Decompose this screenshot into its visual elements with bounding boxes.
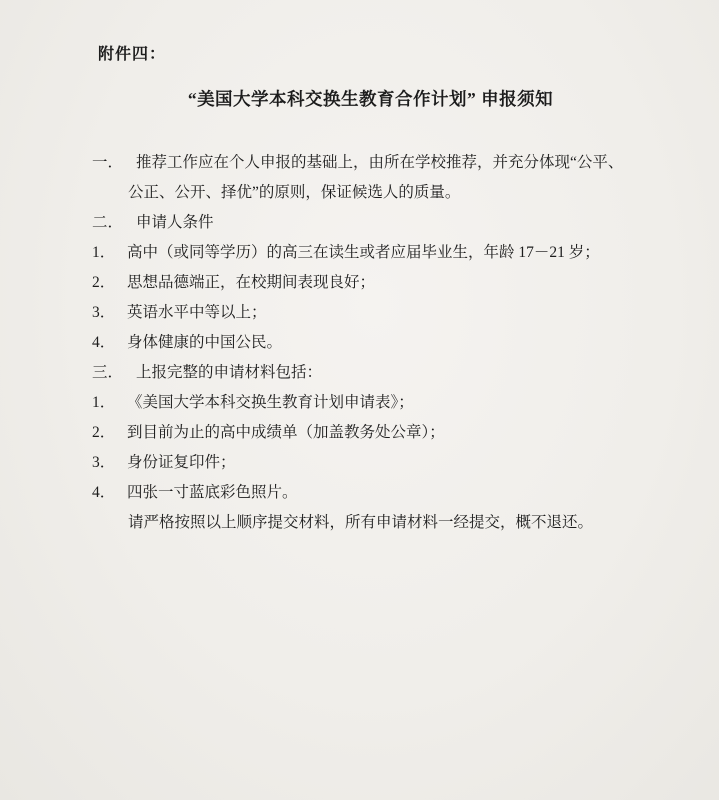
item-text: 身份证复印件； bbox=[127, 454, 236, 471]
sub-item-2-3 bbox=[92, 302, 702, 332]
item-text: 高中（或同等学历）的高三在读生或者应届毕业生，年龄 17－21 岁； bbox=[127, 244, 600, 261]
closing-note bbox=[92, 512, 702, 542]
item-marker: 一． bbox=[92, 154, 124, 171]
item-text: 推荐工作应在个人申报的基础上，由所在学校推荐，并充分体现“公平、 bbox=[136, 154, 624, 171]
item-marker: 1． bbox=[92, 244, 116, 261]
item-marker: 3． bbox=[92, 304, 116, 321]
item-text: 思想品德端正，在校期间表现良好； bbox=[127, 274, 376, 291]
list-item-3 bbox=[92, 362, 702, 392]
attachment-label: 附件四： bbox=[98, 46, 167, 63]
item-marker: 2． bbox=[92, 424, 116, 441]
item-text: 上报完整的申请材料包括： bbox=[136, 364, 323, 381]
item-text: 身体健康的中国公民。 bbox=[127, 334, 283, 351]
item-marker: 二． bbox=[92, 214, 124, 231]
document-title: “美国大学本科交换生教育合作计划” 申报须知 bbox=[187, 89, 554, 109]
item-text: 英语水平中等以上； bbox=[127, 304, 267, 321]
item-marker: 4． bbox=[92, 484, 116, 501]
list-item-1-continuation bbox=[92, 182, 702, 212]
sub-item-2-1 bbox=[92, 242, 702, 272]
sub-item-3-3 bbox=[92, 452, 702, 482]
list-item-2 bbox=[92, 212, 702, 242]
item-text: 请严格按照以上顺序提交材料，所有申请材料一经提交，概不退还。 bbox=[128, 514, 594, 531]
item-marker: 4． bbox=[92, 334, 116, 351]
item-marker: 3． bbox=[92, 454, 116, 471]
sub-item-3-2 bbox=[92, 422, 702, 452]
item-marker: 三． bbox=[92, 364, 124, 381]
sub-item-3-1 bbox=[92, 392, 702, 422]
item-text: 公正、公开、择优”的原则，保证候选人的质量。 bbox=[128, 184, 461, 201]
item-text: 申请人条件 bbox=[136, 214, 214, 231]
item-text: 四张一寸蓝底彩色照片。 bbox=[127, 484, 298, 501]
document-body bbox=[92, 152, 702, 542]
item-text: 《美国大学本科交换生教育计划申请表》； bbox=[127, 394, 414, 411]
item-marker: 1． bbox=[92, 394, 116, 411]
item-text: 到目前为止的高中成绩单（加盖教务处公章）； bbox=[127, 424, 445, 441]
sub-item-2-4 bbox=[92, 332, 702, 362]
list-item-1 bbox=[92, 152, 702, 182]
item-marker: 2． bbox=[92, 274, 116, 291]
sub-item-2-2 bbox=[92, 272, 702, 302]
sub-item-3-4 bbox=[92, 482, 702, 512]
